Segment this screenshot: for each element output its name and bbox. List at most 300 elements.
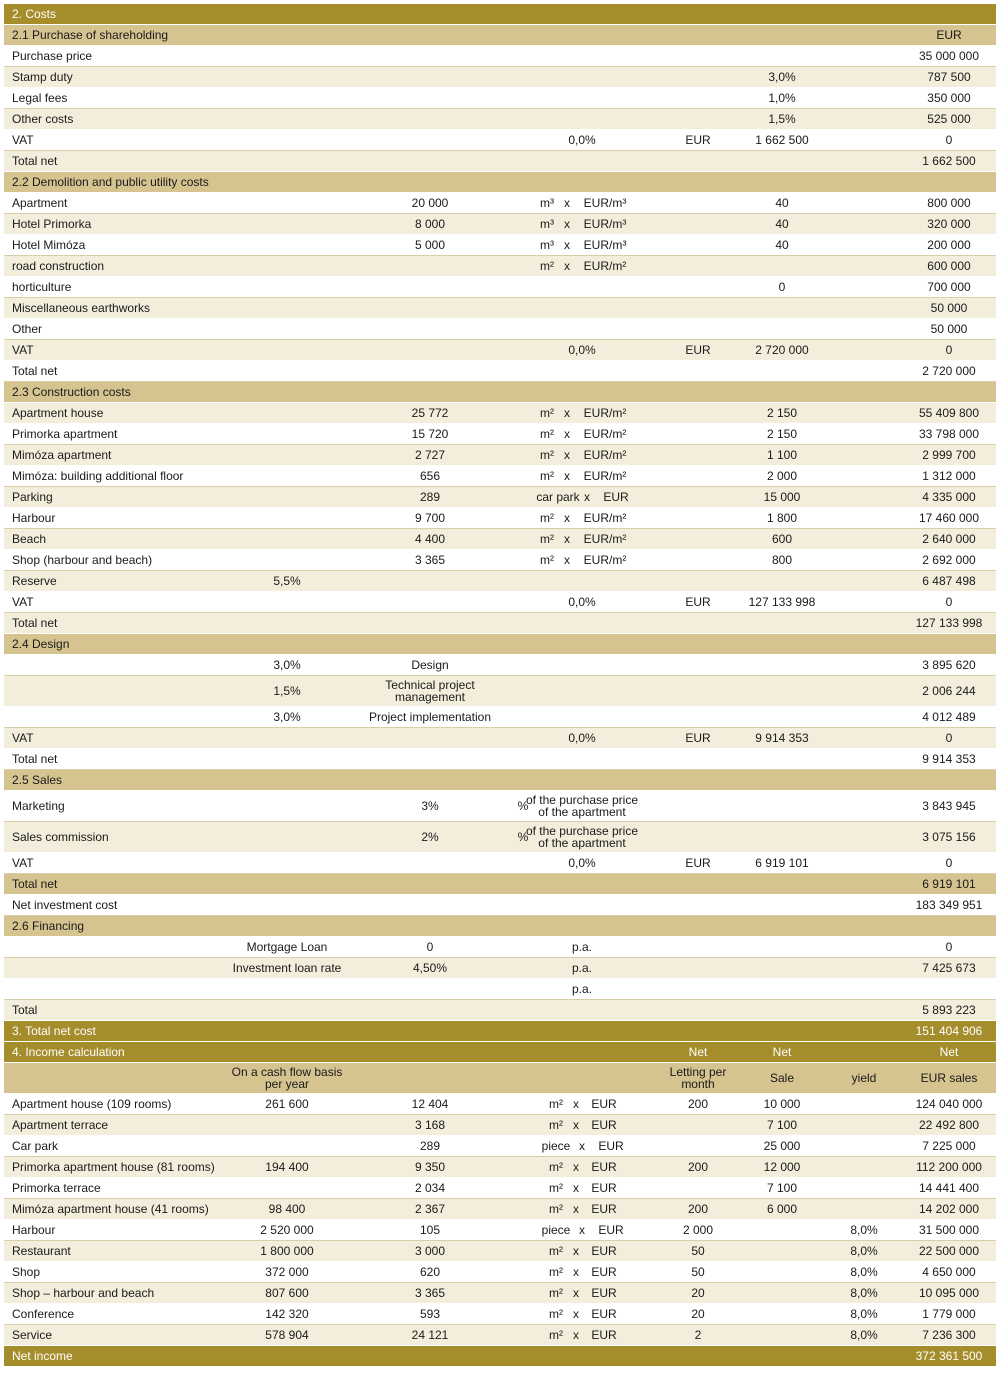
table-cell: m² [540,532,554,546]
table-cell: x [564,553,570,567]
row-label: Net investment cost [12,898,118,912]
table-cell: EUR [598,1139,624,1153]
table-cell: EUR/m² [583,427,627,441]
row-label: Shop (harbour and beach) [12,553,153,567]
cell-line: Technical project [385,678,475,692]
table-cell: 20 [691,1286,705,1300]
financial-table [4,4,996,1367]
table-cell: EUR [591,1286,617,1300]
table-cell: 0 [945,343,953,357]
table-cell: 0 [945,731,953,745]
table-cell: 4 400 [414,532,446,546]
row-label: Primorka terrace [12,1181,101,1195]
table-row [4,319,996,340]
table-cell: Net [688,1045,708,1059]
table-cell: 24 121 [411,1328,449,1342]
row-label: 3. Total net cost [12,1024,96,1038]
table-cell: x [564,196,570,210]
table-cell: 2 640 000 [922,532,976,546]
table-cell: x [579,1139,585,1153]
subsection-row [4,1063,996,1094]
row-label: 4. Income calculation [12,1045,125,1059]
table-row [4,571,996,592]
table-cell: 1 662 500 [755,133,809,147]
section-header-row [4,4,996,25]
table-row [4,979,996,1000]
row-label: VAT [12,133,34,147]
table-cell: 35 000 000 [918,49,980,63]
table-row [4,655,996,676]
table-row [4,424,996,445]
table-cell: piece [541,1139,571,1153]
table-row [4,1157,996,1178]
table-cell: 2 999 700 [922,448,976,462]
row-label: Apartment house (109 rooms) [12,1097,172,1111]
table-cell: EUR [591,1328,617,1342]
table-cell: EUR [591,1181,617,1195]
table-cell: EUR/m² [583,553,627,567]
table-cell [187,1063,387,1093]
table-row [4,853,996,874]
table-cell: EUR/m² [583,406,627,420]
row-label: 2.6 Financing [12,919,85,933]
table-cell: m² [549,1160,563,1174]
table-row [4,592,996,613]
table-cell: EUR [591,1202,617,1216]
table-cell: 22 500 000 [918,1244,980,1258]
table-cell: 2 367 [414,1202,446,1216]
table-cell: 800 000 [927,196,971,210]
table-cell: EUR [591,1244,617,1258]
table-cell: 2 520 000 [260,1223,314,1237]
row-label: VAT [12,856,34,870]
table-cell: x [573,1118,579,1132]
row-label: 2.3 Construction costs [12,385,131,399]
row-label: Net income [12,1349,73,1363]
table-cell: 2 692 000 [922,553,976,567]
table-cell: 2 727 [414,448,446,462]
table-cell: 5 000 [414,238,446,252]
table-row [4,749,996,770]
table-cell: m² [549,1097,563,1111]
table-row [4,445,996,466]
table-cell: 3,0% [273,658,301,672]
table-cell: x [573,1097,579,1111]
table-cell: 7 100 [766,1181,798,1195]
table-cell: m³ [540,217,554,231]
table-cell: p.a. [571,940,592,954]
table-cell: 2 000 [766,469,798,483]
table-row [4,822,996,853]
table-cell: EUR/m² [583,532,627,546]
section-header-row [4,1021,996,1042]
table-cell: 0,0% [568,133,596,147]
row-label: 2.2 Demolition and public utility costs [12,175,209,189]
table-cell: 700 000 [927,280,971,294]
table-cell: 3 843 945 [922,799,976,813]
table-row [4,508,996,529]
table-cell: x [564,532,570,546]
row-label: Primorka apartment house (81 rooms) [12,1160,215,1174]
table-cell: 0,0% [568,731,596,745]
table-cell: 12 000 [763,1160,801,1174]
row-label: Primorka apartment [12,427,118,441]
table-row [4,67,996,88]
table-cell: 8,0% [850,1307,878,1321]
table-cell: 320 000 [927,217,971,231]
table-cell: m² [549,1244,563,1258]
subsection-row [4,916,996,937]
table-cell: EUR [591,1265,617,1279]
row-label: Reserve [12,574,57,588]
table-cell: EUR [685,595,711,609]
table-cell: 50 [691,1244,705,1258]
row-label: Stamp duty [12,70,73,84]
table-row [4,1094,996,1115]
table-cell: 8,0% [850,1265,878,1279]
table-cell: 8 000 [414,217,446,231]
table-cell: 7 236 300 [922,1328,976,1342]
table-row [4,613,996,634]
cell-line: of the apartment [538,805,626,819]
table-cell: piece [541,1223,571,1237]
table-cell: EUR [685,133,711,147]
table-cell: 4,50% [412,961,448,975]
table-cell: yield [851,1071,877,1085]
cell-line: per year [264,1077,310,1091]
cell-line: On a cash flow basis [231,1065,343,1079]
table-cell: 2 150 [766,427,798,441]
subsection-row [4,382,996,403]
table-cell: Design [411,658,449,672]
table-cell: 1 312 000 [922,469,976,483]
table-cell: x [573,1286,579,1300]
table-cell: m³ [540,238,554,252]
table-cell: 127 133 998 [915,616,983,630]
table-cell: EUR/m³ [583,196,627,210]
row-label: Car park [12,1139,59,1153]
row-label: road construction [12,259,105,273]
section-header-row [4,1346,996,1367]
row-label: Other costs [12,112,74,126]
table-cell: EUR sales [920,1071,978,1085]
table-cell: 0,0% [568,595,596,609]
table-cell: 1 800 [766,511,798,525]
table-cell: Investment loan rate [232,961,342,975]
table-cell: m² [540,427,554,441]
table-row [4,550,996,571]
cell-line: of the purchase price [525,824,639,838]
table-row [4,256,996,277]
table-cell: Net [772,1045,792,1059]
table-cell: m² [540,469,554,483]
table-cell: EUR [603,490,629,504]
table-cell: x [564,448,570,462]
table-cell: 14 202 000 [918,1202,980,1216]
table-cell: 1,5% [768,112,796,126]
table-cell: x [573,1265,579,1279]
table-cell: 17 460 000 [918,511,980,525]
row-label: Apartment [12,196,68,210]
table-cell: 6 919 101 [755,856,809,870]
table-cell: 2 006 244 [922,684,976,698]
table-cell: EUR [685,856,711,870]
subsection-row [4,25,996,46]
table-row [4,130,996,151]
table-cell: m² [540,259,554,273]
table-cell: 0 [945,595,953,609]
table-row [4,728,996,749]
table-cell: 7 425 673 [922,961,976,975]
table-cell: 200 [687,1097,709,1111]
table-cell: 6 919 101 [922,877,976,891]
table-cell: 40 [775,238,789,252]
table-row [4,298,996,319]
table-cell: 3,0% [273,710,301,724]
cell-line: Letting per [669,1065,727,1079]
table-cell: 1 100 [766,448,798,462]
table-cell: 2 720 000 [755,343,809,357]
row-label: Other [12,322,43,336]
table-cell: 3 895 620 [922,658,976,672]
table-row [4,676,996,707]
row-label: Total net [12,877,58,891]
table-cell: 578 904 [265,1328,309,1342]
table-cell: 3 365 [414,553,446,567]
table-row [4,214,996,235]
table-cell: 40 [775,217,789,231]
table-cell: m² [540,448,554,462]
table-cell [330,676,530,706]
row-label: Harbour [12,511,56,525]
table-cell: Net [939,1045,959,1059]
table-cell: 2 [694,1328,702,1342]
table-cell: % [517,799,529,813]
row-label: Apartment terrace [12,1118,109,1132]
table-cell: 0,0% [568,856,596,870]
table-cell: m² [549,1286,563,1300]
table-cell: 6 000 [766,1202,798,1216]
table-cell: x [573,1328,579,1342]
table-cell: 787 500 [927,70,971,84]
table-cell: % [517,830,529,844]
table-cell: 1 800 000 [260,1244,314,1258]
table-row [4,707,996,728]
table-cell: EUR [591,1160,617,1174]
table-cell: x [564,259,570,273]
table-cell: 105 [419,1223,441,1237]
row-label: Conference [12,1307,75,1321]
table-cell: EUR/m² [583,259,627,273]
table-cell: 50 [691,1265,705,1279]
table-cell: x [564,511,570,525]
row-label: VAT [12,343,34,357]
table-cell: 25 772 [411,406,449,420]
table-cell: 289 [419,1139,441,1153]
table-cell: 55 409 800 [918,406,980,420]
table-cell: 261 600 [265,1097,309,1111]
row-label: Mimóza apartment [12,448,112,462]
subsection-row [4,634,996,655]
table-cell: 8,0% [850,1223,878,1237]
table-row [4,1199,996,1220]
table-row [4,88,996,109]
table-cell: EUR/m³ [583,217,627,231]
table-cell: 0 [945,856,953,870]
table-cell: 9 700 [414,511,446,525]
row-label: Shop [12,1265,41,1279]
table-cell: m² [549,1307,563,1321]
table-cell: 5,5% [273,574,301,588]
table-cell: EUR [591,1097,617,1111]
table-cell: x [573,1202,579,1216]
table-cell: 800 [771,553,793,567]
row-label: Mimóza: building additional floor [12,469,184,483]
table-cell: 127 133 998 [748,595,816,609]
row-label: Mimóza apartment house (41 rooms) [12,1202,209,1216]
table-row [4,403,996,424]
table-cell: EUR [685,731,711,745]
table-cell: x [579,1223,585,1237]
table-cell: 112 200 000 [916,1160,982,1174]
table-cell: x [573,1181,579,1195]
table-cell: 33 798 000 [918,427,980,441]
table-cell: EUR [591,1307,617,1321]
table-cell: x [573,1244,579,1258]
table-row [4,193,996,214]
table-cell: 620 [419,1265,441,1279]
row-label: Restaurant [12,1244,71,1258]
table-cell: 9 914 353 [922,752,976,766]
table-cell: 593 [419,1307,441,1321]
table-cell: Sale [769,1071,795,1085]
table-cell: x [573,1307,579,1321]
table-cell: Mortgage Loan [246,940,328,954]
table-cell: 0 [945,940,953,954]
table-cell: 1,5% [273,684,301,698]
table-cell: 25 000 [763,1139,801,1153]
table-cell: m² [549,1118,563,1132]
table-cell: m² [549,1202,563,1216]
table-cell: 1 779 000 [922,1307,976,1321]
table-cell: 3 075 156 [922,830,976,844]
row-label: Sales commission [12,830,109,844]
table-row [4,1000,996,1021]
table-cell: 4 012 489 [922,710,976,724]
table-cell: 807 600 [265,1286,309,1300]
row-label: Total net [12,752,58,766]
table-cell: 9 350 [414,1160,446,1174]
table-cell: x [564,238,570,252]
row-label: 2. Costs [12,7,57,21]
row-label: Total net [12,154,58,168]
table-row [4,958,996,979]
table-row [4,151,996,172]
row-label: 2.5 Sales [12,773,63,787]
row-label: VAT [12,595,34,609]
table-cell: m³ [540,196,554,210]
row-label: Hotel Primorka [12,217,92,231]
table-cell: x [564,469,570,483]
table-cell: 372 000 [265,1265,309,1279]
table-cell: 8,0% [850,1244,878,1258]
table-cell: 15 000 [763,490,801,504]
row-label: Purchase price [12,49,93,63]
table-cell: 0 [426,940,434,954]
table-cell: 50 000 [930,301,968,315]
subsection-row [4,770,996,791]
table-cell: 31 500 000 [918,1223,980,1237]
table-cell: 600 000 [927,259,971,273]
table-cell: car park [536,490,580,504]
table-cell: 40 [775,196,789,210]
table-cell: 3 365 [414,1286,446,1300]
subsection-row [4,172,996,193]
table-row [4,1325,996,1346]
table-cell: 142 320 [265,1307,309,1321]
row-label: Total net [12,616,58,630]
section-header-row [4,1042,996,1063]
table-row [4,466,996,487]
cell-line: month [681,1077,715,1091]
table-row [4,1178,996,1199]
table-cell: 10 000 [763,1097,801,1111]
table-cell: x [564,427,570,441]
table-cell: 200 [687,1202,709,1216]
row-label: Total [12,1003,38,1017]
table-cell: 183 349 951 [915,898,983,912]
table-row [4,1136,996,1157]
table-cell: 0,0% [568,343,596,357]
table-cell: 4 650 000 [922,1265,976,1279]
row-label: Shop – harbour and beach [12,1286,155,1300]
table-cell: x [564,406,570,420]
table-cell: 350 000 [927,91,971,105]
table-cell: 124 040 000 [915,1097,983,1111]
table-cell: m² [540,553,554,567]
cell-line: of the apartment [538,836,626,850]
table-cell: 1,0% [768,91,796,105]
row-label: horticulture [12,280,72,294]
table-cell: 4 335 000 [922,490,976,504]
table-cell: 20 [691,1307,705,1321]
row-label: VAT [12,731,34,745]
table-cell: 289 [419,490,441,504]
table-cell: 3% [421,799,439,813]
table-cell: 10 095 000 [918,1286,980,1300]
table-cell: 7 225 000 [922,1139,976,1153]
table-cell: EUR [591,1118,617,1132]
table-cell: EUR/m² [583,469,627,483]
table-cell: EUR [685,343,711,357]
table-cell: m² [549,1328,563,1342]
table-row [4,46,996,67]
table-cell: EUR/m³ [583,238,627,252]
table-cell: m² [540,406,554,420]
row-label: Total net [12,364,58,378]
table-cell: 50 000 [930,322,968,336]
table-row [4,361,996,382]
table-cell: x [584,490,590,504]
table-cell: 20 000 [411,196,449,210]
subsection-row [4,874,996,895]
table-row [4,791,996,822]
row-label: Marketing [12,799,65,813]
table-cell: m² [549,1181,563,1195]
table-cell: x [564,217,570,231]
table-cell: 0 [778,280,786,294]
row-label: Hotel Mimóza [12,238,86,252]
